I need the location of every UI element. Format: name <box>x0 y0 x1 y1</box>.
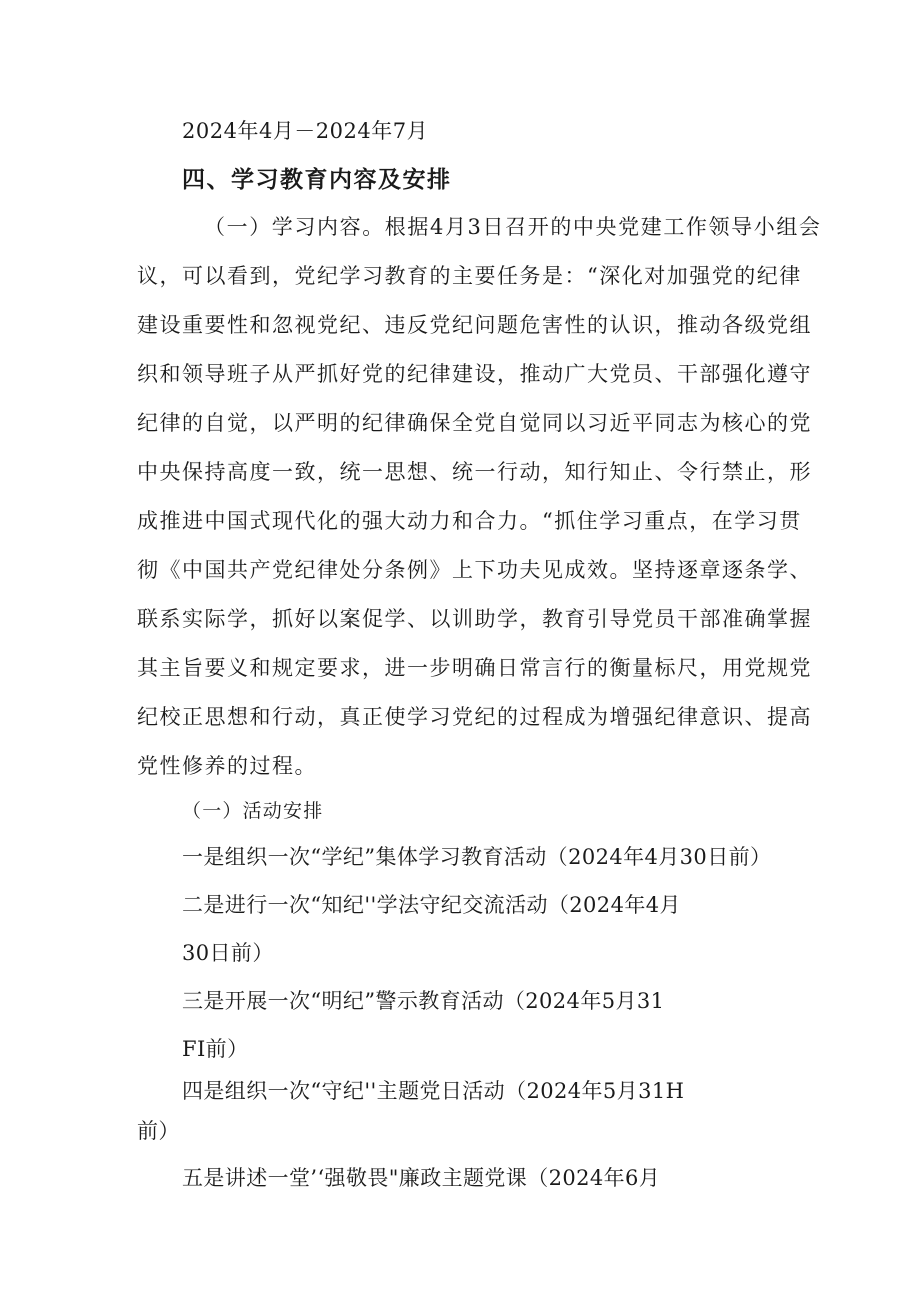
activity-heading: （一）活动安排 <box>182 800 324 822</box>
paragraph-line: 成推进中国式现代化的强大动力和合力。“抓住学习重点，在学习贯 <box>137 509 802 533</box>
paragraph-line: 纪律的自觉，以严明的纪律确保全党自觉同以习近平同志为核心的党 <box>137 411 812 435</box>
paragraph-line: 党性修养的过程。 <box>137 754 317 778</box>
paragraph-line: 纪校正思想和行动，真正使学习党纪的过程成为增强纪律意识、提高 <box>137 705 812 729</box>
paragraph-line: （一）学习内容。根据4月3日召开的中央党建工作领导小组会 <box>204 215 822 239</box>
list-item: 二是进行一次“知纪''学法守纪交流活动（2024年4月 <box>182 893 681 917</box>
list-item: 一是组织一次“学纪”集体学习教育活动（2024年4月30日前） <box>182 845 772 869</box>
paragraph-line: 彻《中国共产党纪律处分条例》上下功夫见成效。坚持逐章逐条学、 <box>137 558 812 582</box>
section-heading: 四、学习教育内容及安排 <box>182 167 452 193</box>
list-item: 前） <box>137 1119 180 1143</box>
list-item: 五是讲述一堂’‘强敬畏"廉政主题党课（2024年6月 <box>182 1166 661 1190</box>
paragraph-line: 其主旨要义和规定要求，进一步明确日常言行的衡量标尺，用党规党 <box>137 656 812 680</box>
paragraph-line: 联系实际学，抓好以案促学、以训助学，教育引导党员干部准确掌握 <box>137 607 812 631</box>
list-item: 30日前） <box>182 941 274 965</box>
paragraph-line: 中央保持高度一致，统一思想、统一行动，知行知止、令行禁止，形 <box>137 460 812 484</box>
paragraph-line: 建设重要性和忽视党纪、违反党纪问题危害性的认识，推动各级党组 <box>137 313 812 337</box>
list-item: 四是组织一次“守纪''主题党日活动（2024年5月31H <box>182 1079 685 1103</box>
list-item: FI前） <box>182 1037 249 1061</box>
period-line: 2024年4月－2024年7月 <box>182 119 429 143</box>
paragraph-line: 议，可以看到，党纪学习教育的主要任务是：“深化对加强党的纪律 <box>137 264 802 288</box>
list-item: 三是开展一次“明纪”警示教育活动（2024年5月31 <box>182 989 665 1013</box>
paragraph-line: 织和领导班子从严抓好党的纪律建设，推动广大党员、干部强化遵守 <box>137 362 812 386</box>
